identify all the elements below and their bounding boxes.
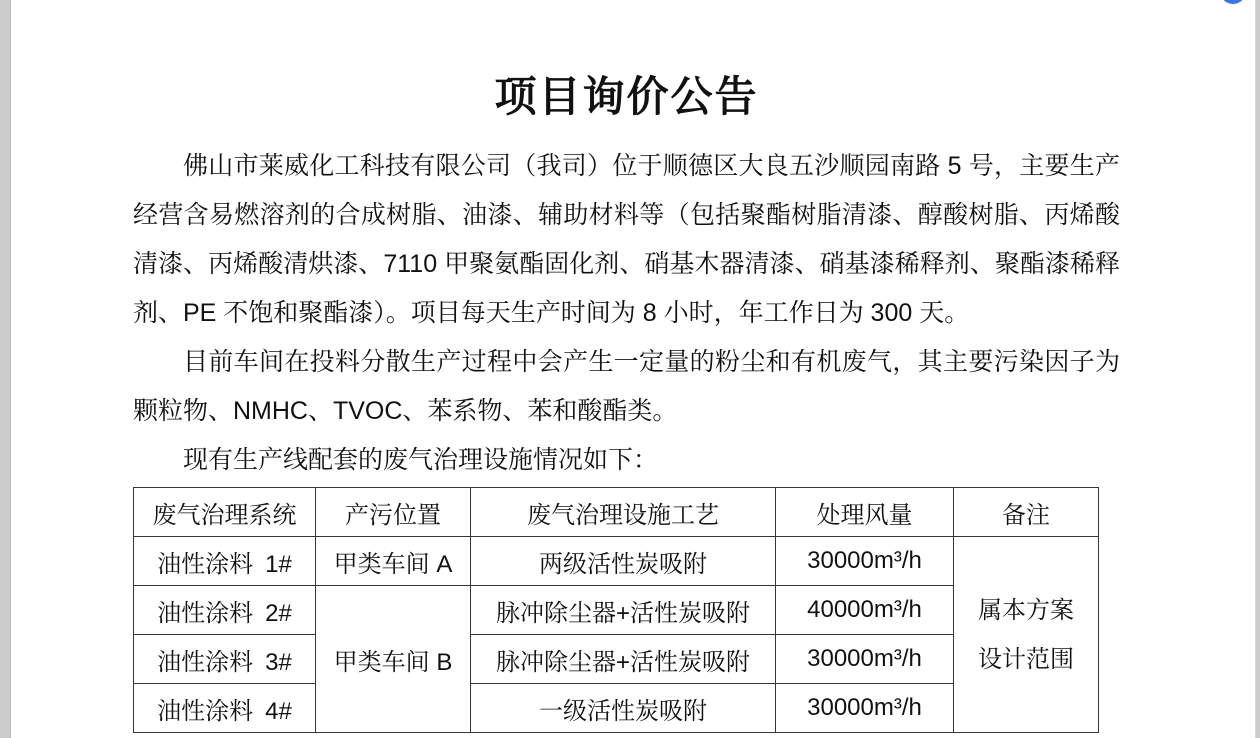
header-process: 废气治理设施工艺 bbox=[471, 488, 776, 537]
remark-line: 属本方案 bbox=[978, 596, 1074, 624]
document-page bbox=[133, 0, 1120, 733]
cell-system: 油性涂料 4# bbox=[134, 684, 316, 733]
cell-process: 两级活性炭吸附 bbox=[471, 537, 776, 586]
floating-action-icon[interactable] bbox=[1220, 0, 1246, 4]
paragraph-pollution-factors: 目前车间在投料分散生产过程中会产生一定量的粉尘和有机废气，其主要污染因子为颗粒物、NMHC、TVOC、苯系物、苯和酸酯类。 bbox=[133, 348, 1120, 425]
cell-system: 油性涂料 2# bbox=[134, 586, 316, 635]
cell-process: 一级活性炭吸附 bbox=[471, 684, 776, 733]
cell-airflow: 30000m³/h bbox=[776, 635, 954, 684]
cell-location: 甲类车间 A bbox=[316, 537, 471, 586]
cell-system: 油性涂料 3# bbox=[134, 635, 316, 684]
cell-system: 油性涂料 1# bbox=[134, 537, 316, 586]
cell-airflow: 30000m³/h bbox=[776, 684, 954, 733]
header-location: 产污位置 bbox=[316, 488, 471, 537]
cell-process: 脉冲除尘器+活性炭吸附 bbox=[471, 586, 776, 635]
paragraph-table-intro: 现有生产线配套的废气治理设施情况如下： bbox=[183, 446, 659, 474]
waste-gas-treatment-table bbox=[133, 487, 1099, 733]
paragraph-company-intro: 佛山市莱威化工科技有限公司（我司）位于顺德区大良五沙顺园南路 5 号，主要生产经营含易燃溶剂的合成树脂、油漆、辅助材料等（包括聚酯树脂清漆、醇酸树脂、丙烯酸清漆、丙烯酸清烘漆、7110 甲聚氨酯固化剂、硝基木器清漆、硝基漆稀释剂、聚酯漆稀释剂、PE 不饱和聚酯漆）。项目每天生产时间为 8 小时，年工作日为 300 天。 bbox=[133, 152, 1120, 327]
cell-remark bbox=[954, 537, 1099, 733]
viewer-right-gutter bbox=[1255, 0, 1260, 738]
cell-process: 脉冲除尘器+活性炭吸附 bbox=[471, 635, 776, 684]
header-remark: 备注 bbox=[954, 488, 1099, 537]
remark-line: 设计范围 bbox=[978, 645, 1074, 673]
header-system: 废气治理系统 bbox=[134, 488, 316, 537]
document-body bbox=[133, 142, 1120, 485]
table-row bbox=[134, 537, 1099, 586]
cell-airflow: 40000m³/h bbox=[776, 586, 954, 635]
cell-location: 甲类车间 B bbox=[316, 586, 471, 733]
document-title: 项目询价公告 bbox=[494, 75, 759, 121]
cell-airflow: 30000m³/h bbox=[776, 537, 954, 586]
table-header-row bbox=[134, 488, 1099, 537]
header-airflow: 处理风量 bbox=[776, 488, 954, 537]
viewer-left-gutter bbox=[0, 0, 11, 738]
